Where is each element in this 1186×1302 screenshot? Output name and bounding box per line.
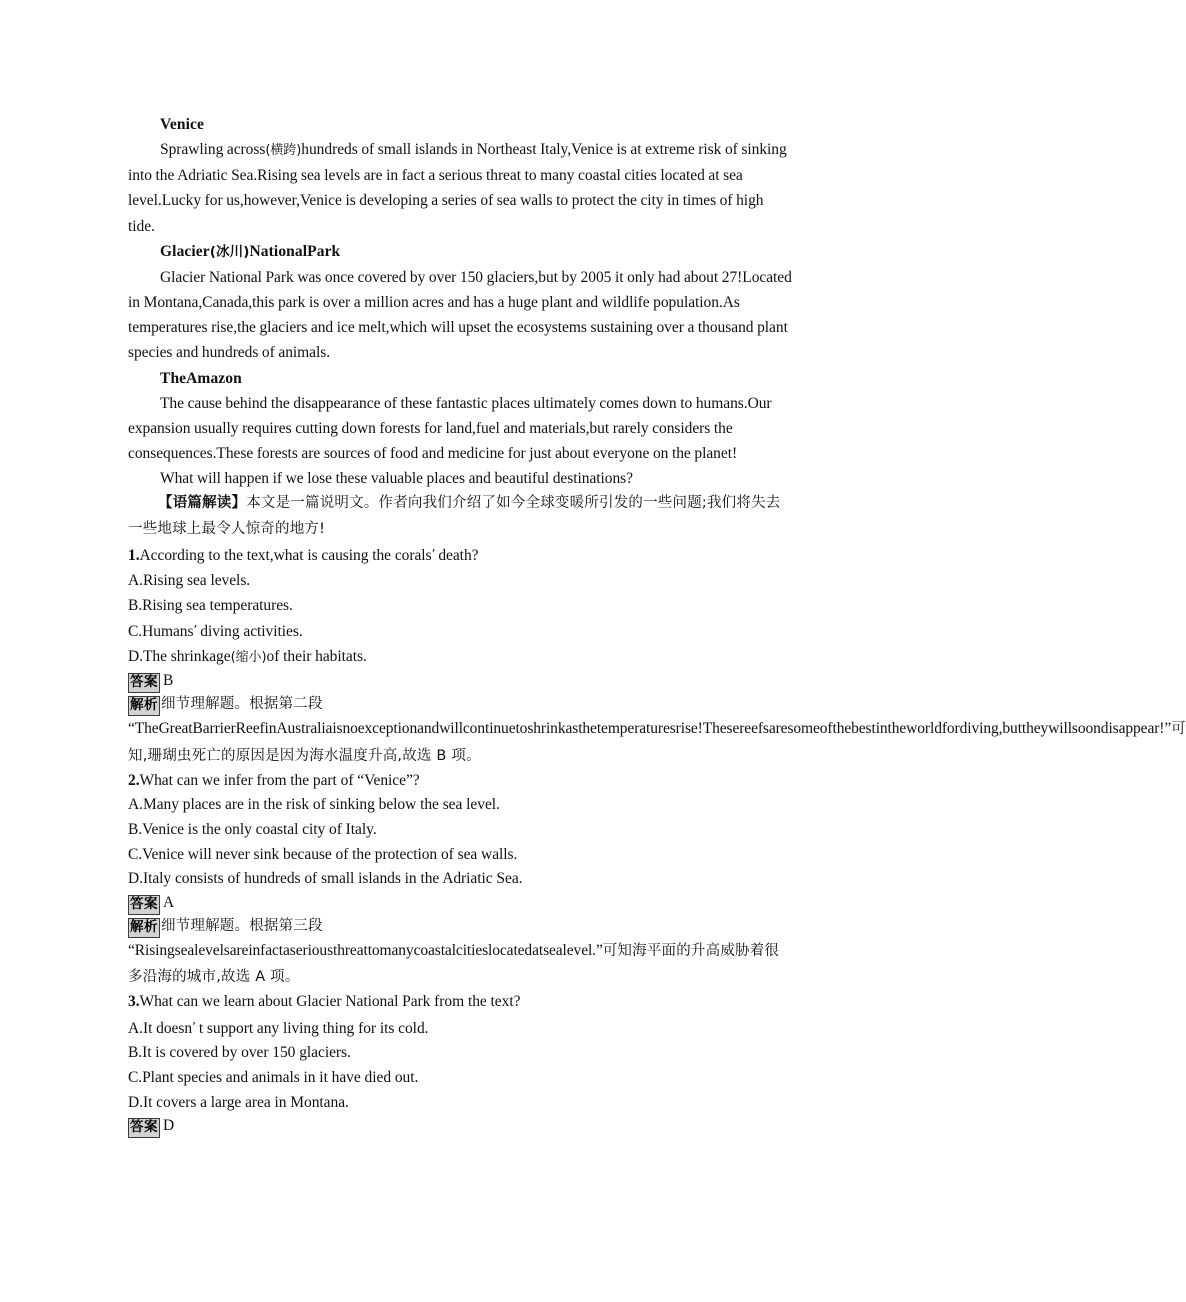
section-heading-venice: Venice [160,116,204,133]
venice-gloss: (横跨) [265,143,302,158]
question-2-option-c[interactable]: C.Venice will never sink because of the protection of sea walls. [128,845,518,863]
section-body-venice [128,137,792,239]
passage-analysis-text: 本文是一篇说明文。作者向我们介绍了如今全球变暖所引发的一些问题;我们将失去一些地球上最令人惊奇的地方! [128,495,781,537]
apostrophe-glyph: ’ [193,623,198,638]
question-1-analysis-lead: 细节理解题。根据第二段 [161,696,323,713]
question-1-stem [128,542,792,569]
option-c-pre: C.Humans [128,623,194,641]
question-1-stem-post: death? [438,547,479,565]
question-3-answer-row [128,1115,792,1138]
option-d-gloss: (缩小) [230,649,267,665]
question-1-number: 1. [128,547,140,565]
question-2-stem-text: What can we infer from the part of “Venice”? [139,771,420,789]
question-1-stem-pre: According to the text,what is causing the corals [139,547,432,565]
passage-analysis-intro [128,491,792,542]
question-3-number: 3. [128,993,140,1011]
question-1-option-b[interactable]: B.Rising sea temperatures. [128,596,293,614]
page-content [128,112,1186,1138]
section-heading-glacier [128,239,792,265]
question-2-analysis-lead: 细节理解题。根据第三段 [161,917,323,934]
closing-question: What will happen if we lose these valuable places and beautiful destinations? [160,470,633,488]
analysis-badge: 解析 [128,696,160,716]
question-3-option-a[interactable] [128,1015,792,1042]
section-body-glacier: Glacier National Park was once covered by over 150 glaciers,but by 2005 it only had about 27!Located in Montana,Canada,this park is over a million acres and has a huge plant and wildlife population.As temperatures rise,the glaciers and ice melt,which will upset the ecosystems sustaining over a thousand plant species and hundreds of animals. [128,268,792,362]
analysis-badge: 解析 [128,918,160,938]
question-3-option-d[interactable]: D.It covers a large area in Montana. [128,1093,349,1111]
apostrophe-glyph: ’ [192,1019,196,1034]
answer-badge: 答案 [128,673,160,693]
passage-analysis-label: 【语篇解读】 [158,495,247,512]
question-3-answer-value: D [163,1117,175,1135]
question-1-option-a[interactable]: A.Rising sea levels. [128,572,251,590]
option-c-post: diving activities. [200,623,303,641]
question-1-option-c[interactable] [128,618,792,645]
question-2-stem [128,769,792,794]
question-2-option-a[interactable]: A.Many places are in the risk of sinking below the sea level. [128,796,500,814]
glacier-heading-post: NationalPark [249,242,341,260]
question-2-analysis-quote: “Risingsealevelsareinfactaseriousthreattomanycoastalcitieslocatedatsealevel.” [128,941,603,959]
question-3-option-b[interactable]: B.It is covered by over 150 glaciers. [128,1044,351,1062]
answer-badge: 答案 [128,1118,160,1138]
question-1-answer-row [128,670,792,693]
venice-text-part1: Sprawling across [160,141,266,158]
question-2-analysis-cn: 可知海平面的升高威胁着很多沿海的城市,故选 A 项。 [128,942,780,985]
option-d-post: of their habitats. [266,647,367,665]
question-3-stem [128,990,792,1015]
question-2-answer-row [128,892,792,915]
apostrophe-glyph: ’ [431,547,436,562]
question-2-analysis-row [128,915,792,938]
question-3-stem-text: What can we learn about Glacier National Park from the text? [139,993,521,1011]
venice-text-part2: hundreds of small islands in Northeast Italy,Venice is at extreme risk of sinking into the Adriatic Sea.Rising sea levels are in fact a serious threat to many coastal cities located at sea level.Lucky for us,however,Venice is developing a series of sea walls to protect the city in times of high tide. [128,141,787,235]
section-body-amazon: The cause behind the disappearance of these fantastic places ultimately comes down to humans.Our expansion usually requires cutting down forests for land,fuel and materials,but rarely considers the consequences.These forests are sources of food and medicine for just about everyone on the planet! [128,394,772,463]
question-1-analysis-cn: 可知,珊瑚虫死亡的原因是因为海水温度升高,故选 B 项。 [128,721,1186,764]
question-2-analysis-body [128,938,792,990]
answer-badge: 答案 [128,895,160,915]
question-2-number: 2. [128,771,140,789]
glacier-heading-pre: Glacier [160,242,210,260]
option-a-pre: A.It doesn [128,1019,193,1037]
option-a-post: t support any living thing for its cold. [198,1019,429,1037]
option-d-pre: D.The shrinkage [128,647,231,665]
section-heading-amazon: TheAmazon [160,369,242,387]
question-3-option-c[interactable]: C.Plant species and animals in it have died out. [128,1068,419,1086]
question-1-answer-value: B [163,672,174,690]
question-1-analysis-row [128,693,792,716]
question-1-analysis-quote: “TheGreatBarrierReefinAustraliaisnoexceptionandwillcontinuetoshrinkasthetemperaturesrise!Thesereefsaresomeofthebestintheworldfordiving,buttheywillsoondisappear!” [128,720,1172,738]
question-1-option-d[interactable] [128,645,792,671]
question-2-option-b[interactable]: B.Venice is the only coastal city of Italy. [128,821,377,838]
glacier-heading-gloss: (冰川) [209,243,250,260]
question-2-option-d[interactable]: D.Italy consists of hundreds of small islands in the Adriatic Sea. [128,870,523,888]
question-2-answer-value: A [163,893,175,911]
question-1-analysis-body [128,716,1186,768]
